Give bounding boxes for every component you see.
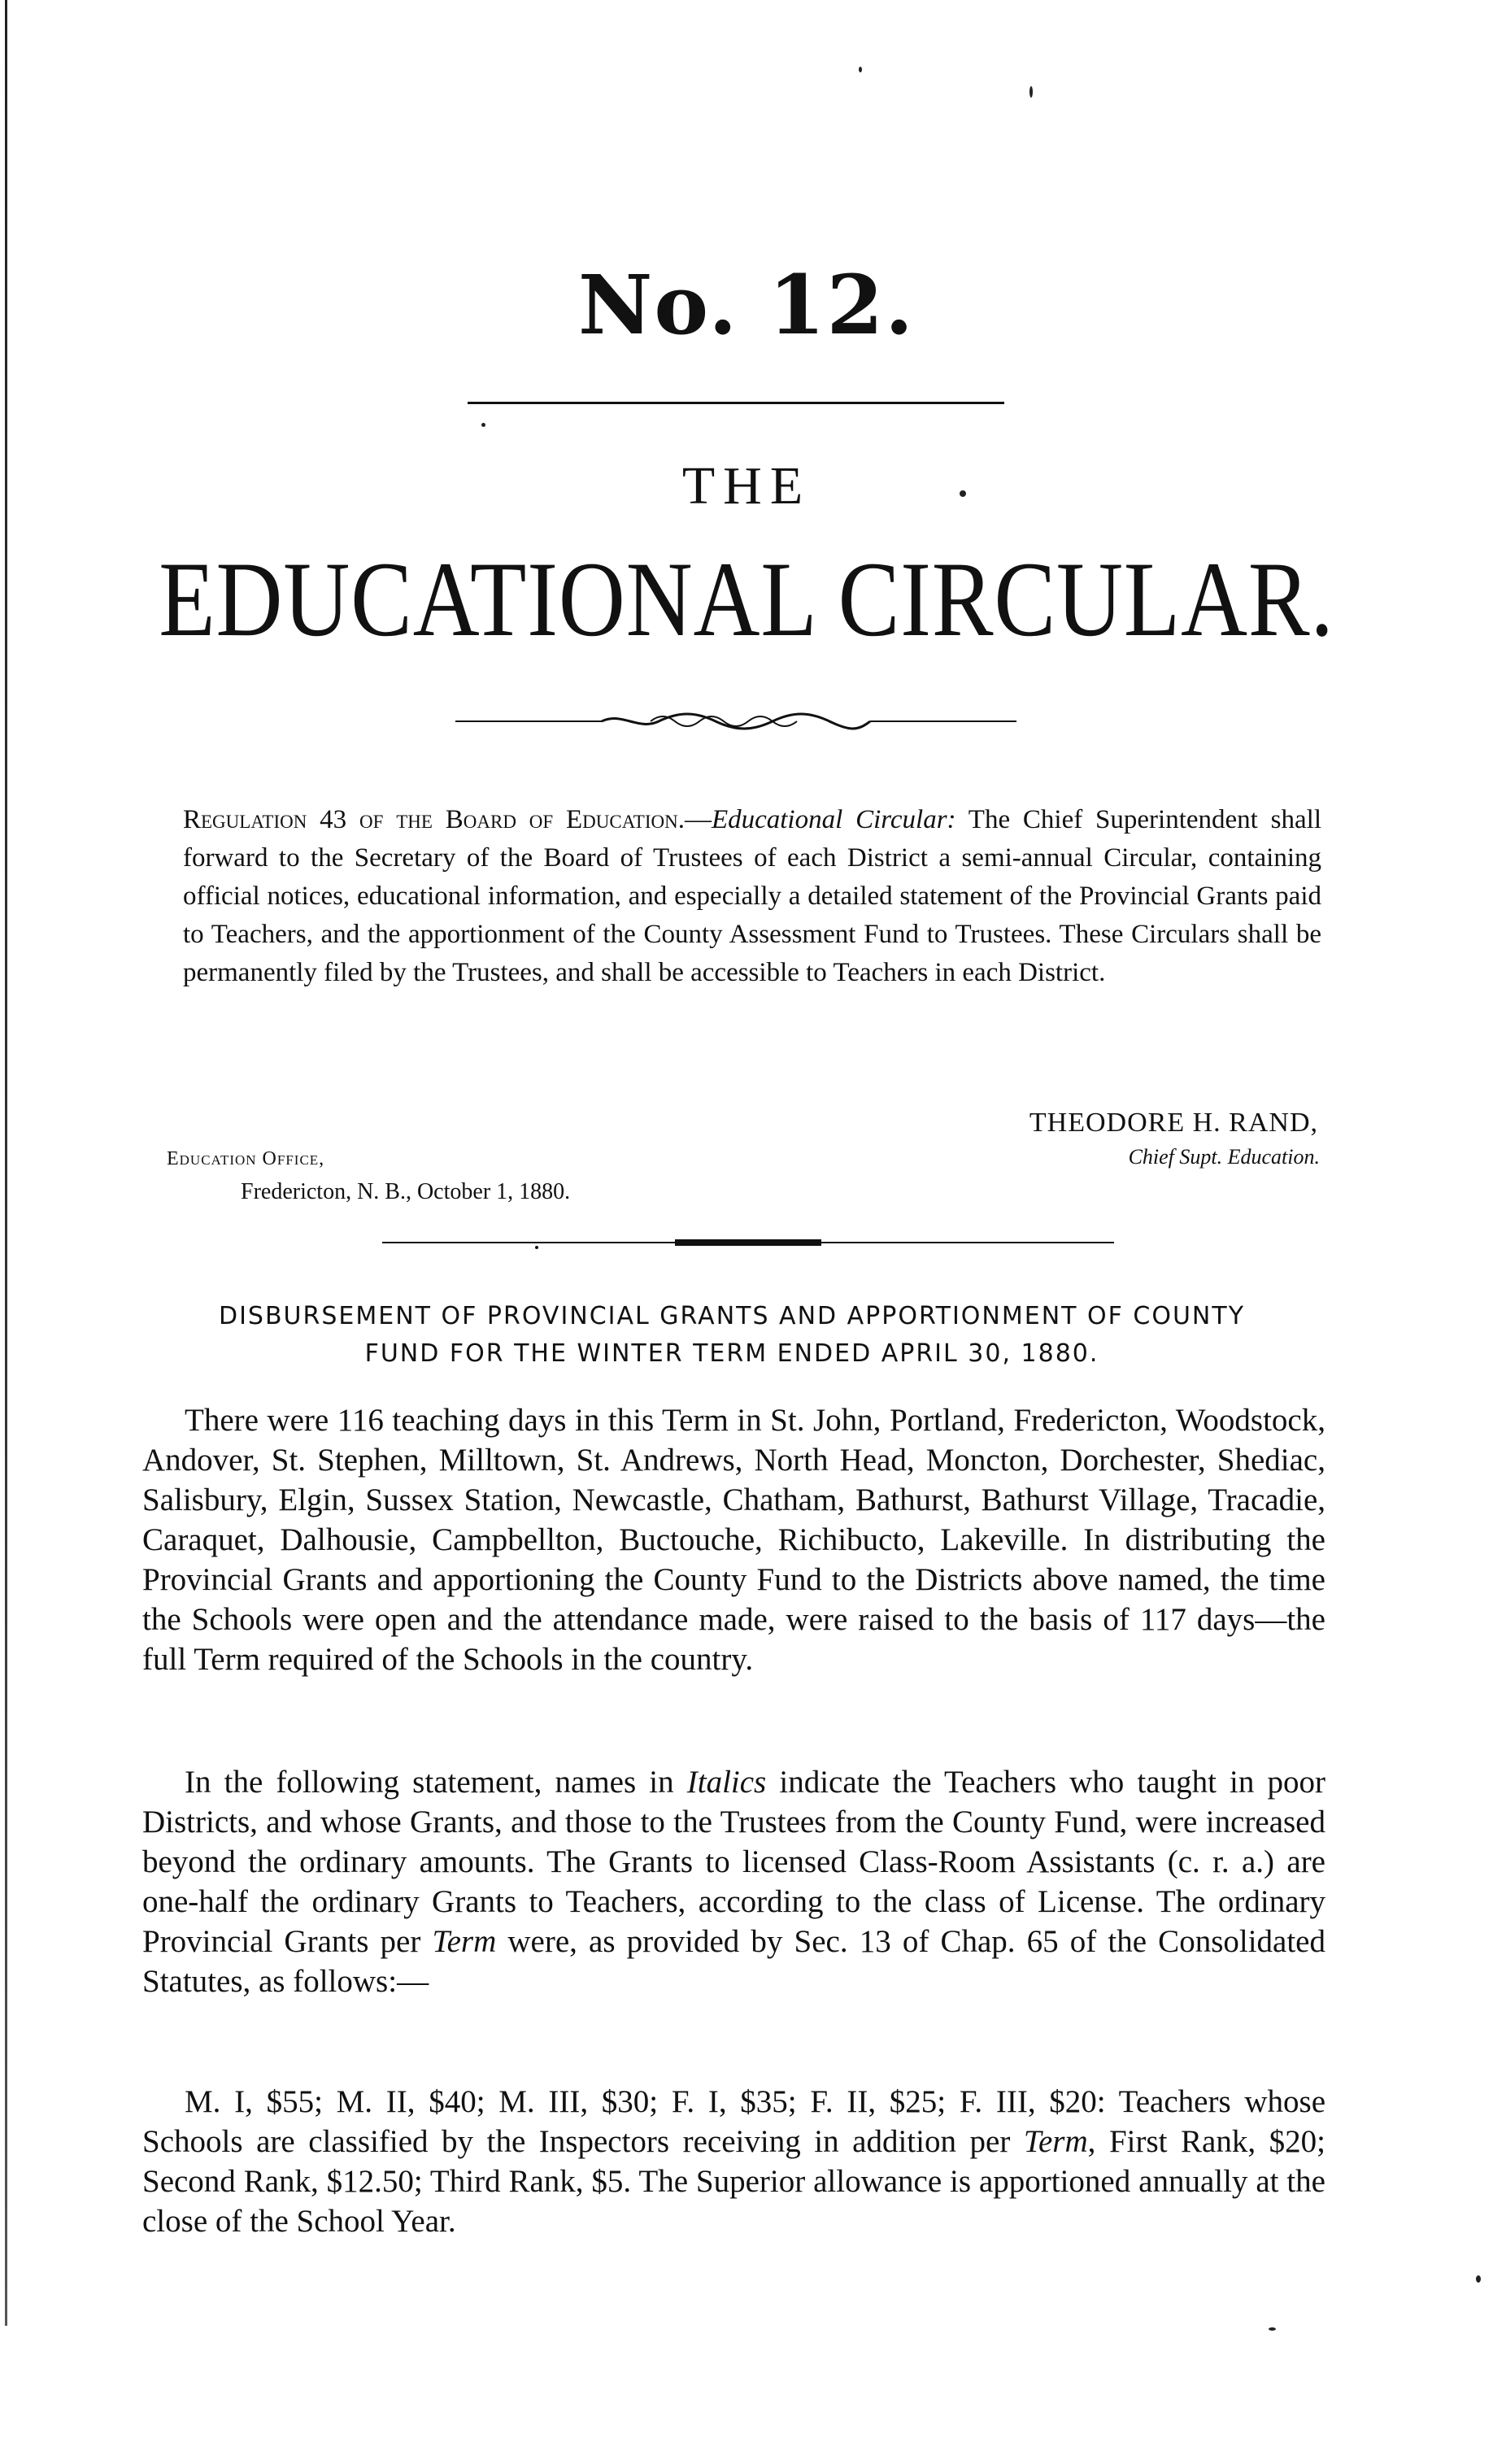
print-speck — [481, 423, 485, 427]
office-dateline: Fredericton, N. B., October 1, 1880. — [241, 1179, 571, 1204]
issue-number: No. 12. — [578, 257, 915, 353]
section-heading-line-2: FUND FOR THE WINTER TERM ENDED APRIL 30, 1880. — [364, 1339, 1099, 1368]
p2-text-b: indicate the Teachers who taught in poor Districts, and whose Grants, and those to the Trustees from the County Fund, were increased beyond the ordinary amounts. The Grants to licensed Class-Room Assistants (c. r. a.) are one-half the ordinary Grants to Teachers, according to the class of License. The ordinary Provincial Grants per — [142, 1765, 1325, 1959]
term-word: Term — [432, 1924, 497, 1959]
office-label: Education Office, — [167, 1148, 325, 1169]
title-rule — [468, 402, 1004, 404]
body-paragraph-term-days: There were 116 teaching days in this Term in St. John, Portland, Fredericton, Woodstock, Andover, St. Stephen, Milltown, St. Andrews, North Head, Moncton, Dorchester, Shediac, Salisbury, Elgin, Sussex Station, Newcastle, Chatham, Bathurst, Bathurst Village, Tracadie, Caraquet, Dalhousie, Campbellton, Buctouche, Richibucto, Lakeville. In distributing the Provincial Grants and apportioning the County Fund to the Districts above named, the time the Schools were open and the attendance made, were raised to the basis of 117 days—the full Term required of the Schools in the country. — [142, 1403, 1325, 1677]
p2-text-a: In the following statement, names in — [185, 1765, 687, 1800]
p3-text-a: M. I, $55; M. II, $40; M. III, $30; F. I, $35; F. II, $25; F. III, $20: Teachers whose Schools are classified by the Inspectors receiving in addition per — [142, 2084, 1325, 2159]
page-title: EDUCATIONAL CIRCULAR. — [159, 539, 1334, 659]
signatory-name: THEODORE H. RAND, — [1029, 1108, 1318, 1138]
p2-text-c: were, as provided by Sec. 13 of Chap. 65 of the Consolidated Statutes, as follows:— — [142, 1924, 1325, 1999]
signatory-title: Chief Supt. Education. — [1128, 1145, 1320, 1169]
regulation-body: The Chief Superintendent shall forward to the Secretary of the Board of Trustees of each District a semi-annual Circular, containing official notices, educational information, and especially a detailed statement of the Provincial Grants paid to Teachers, and the apportionment of the County Assessment Fund to Trustees. These Circulars shall be permanently filed by the Trustees, and shall be accessible to Teachers in each District. — [183, 805, 1322, 987]
print-speck — [1269, 2327, 1276, 2331]
ornamental-divider — [455, 709, 1016, 734]
section-heading — [130, 1298, 1334, 1373]
body-paragraph-statement-notes — [142, 1762, 1325, 2001]
section-heading-line-1: DISBURSEMENT OF PROVINCIAL GRANTS AND APPORTIONMENT OF COUNTY — [218, 1302, 1246, 1330]
em-dash: — — [684, 805, 712, 834]
print-speck — [1476, 2275, 1481, 2283]
p3-text-b: , First Rank, $20; Second Rank, $12.50; Third Rank, $5. The Superior allowance is apportioned annually at the close of the School Year. — [142, 2124, 1325, 2239]
italics-word: Italics — [686, 1765, 767, 1800]
body-paragraph-grant-rates — [142, 2082, 1325, 2241]
print-speck — [1029, 86, 1033, 98]
section-divider — [382, 1234, 1114, 1251]
regulation-heading: Regulation 43 of the Board of Education. — [183, 805, 685, 834]
term-word: Term — [1023, 2124, 1088, 2159]
regulation-subject: Educational Circular: — [711, 805, 956, 834]
regulation-paragraph — [183, 801, 1321, 992]
print-speck — [859, 67, 862, 72]
title-article: THE — [681, 456, 812, 516]
